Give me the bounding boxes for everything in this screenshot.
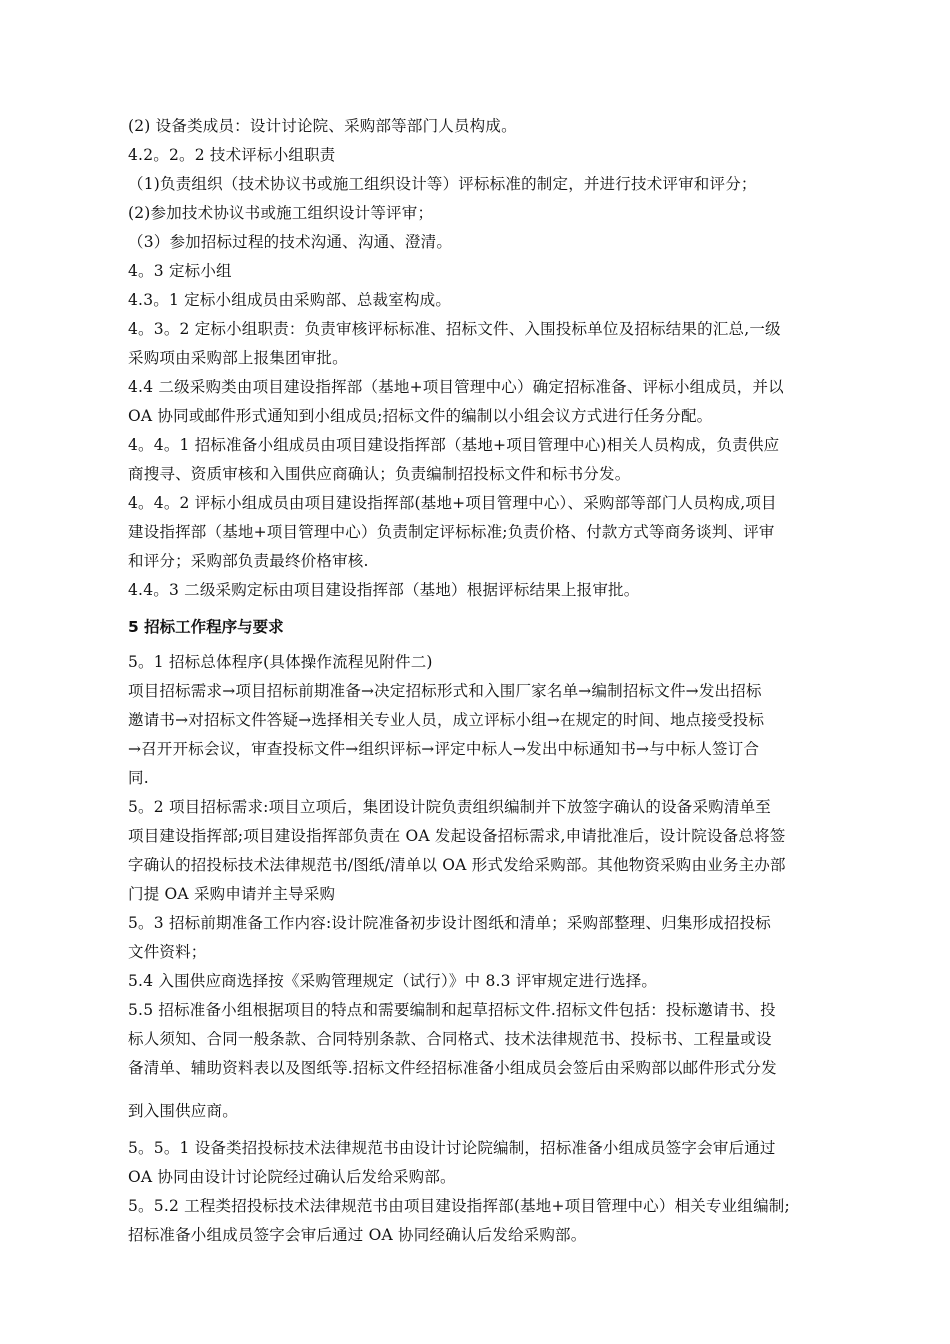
text-line: 4.4。3 二级采购定标由项目建设指挥部（基地）根据评标结果上报审批。 — [128, 581, 640, 599]
text-line: 字确认的招投标技术法律规范书/图纸/清单以 OA 形式发给采购部。其他物资采购由业务主办部 — [128, 856, 786, 874]
text-line: (2)参加技术协议书或施工组织设计等评审； — [128, 204, 434, 222]
text-line: 项目招标需求→项目招标前期准备→决定招标形式和入围厂家名单→编制招标文件→发出招标 — [128, 682, 762, 700]
section-heading: 5 招标工作程序与要求 — [128, 618, 284, 636]
text-line: 采购项由采购部上报集团审批。 — [128, 349, 348, 367]
text-line: (2) 设备类成员：设计讨论院、采购部等部门人员构成。 — [128, 117, 517, 135]
text-line: 备清单、辅助资料表以及图纸等.招标文件经招标准备小组成员会签后由采购部以邮件形式分发 — [128, 1059, 777, 1077]
text-line: 4。4。2 评标小组成员由项目建设指挥部(基地+项目管理中心）、采购部等部门人员构成,项目 — [128, 494, 777, 512]
text-line: 标人须知、合同一般条款、合同特别条款、合同格式、技术法律规范书、投标书、工程量或设 — [128, 1030, 772, 1048]
text-line: 商搜寻、资质审核和入围供应商确认；负责编制招投标文件和标书分发。 — [128, 465, 631, 483]
text-line: 门提 OA 采购申请并主导采购 — [128, 885, 336, 903]
text-line: 5。3 招标前期准备工作内容:设计院准备初步设计图纸和清单；采购部整理、归集形成招投标 — [128, 914, 771, 932]
text-line: 4。4。1 招标准备小组成员由项目建设指挥部（基地+项目管理中心)相关人员构成，负责供应 — [128, 436, 780, 454]
text-line: 4。3。2 定标小组职责：负责审核评标标准、招标文件、入围投标单位及招标结果的汇总,一级 — [128, 320, 781, 338]
text-line: 文件资料； — [128, 943, 207, 961]
text-line: 4.3。1 定标小组成员由采购部、总裁室构成。 — [128, 291, 452, 309]
text-line: 4。3 定标小组 — [128, 262, 232, 280]
text-line: 5。1 招标总体程序(具体操作流程见附件二) — [128, 653, 433, 671]
text-line: 5。5.2 工程类招投标技术法律规范书由项目建设指挥部(基地+项目管理中心）相关专业组编制; — [128, 1197, 790, 1215]
text-line: 招标准备小组成员签字会审后通过 OA 协同经确认后发给采购部。 — [128, 1226, 587, 1244]
text-line: OA 协同或邮件形式通知到小组成员;招标文件的编制以小组会议方式进行任务分配。 — [128, 407, 713, 425]
text-line: 4.4 二级采购类由项目建设指挥部（基地+项目管理中心）确定招标准备、评标小组成员，并以 — [128, 378, 784, 396]
text-line: 邀请书→对招标文件答疑→选择相关专业人员，成立评标小组→在规定的时间、地点接受投标 — [128, 711, 765, 729]
text-line: （1)负责组织（技术协议书或施工组织设计等）评标标准的制定，并进行技术评审和评分； — [128, 175, 757, 193]
text-line: 同. — [128, 769, 149, 787]
text-line: 建设指挥部（基地+项目管理中心）负责制定评标标准;负责价格、付款方式等商务谈判、评审 — [128, 523, 775, 541]
text-line: 项目建设指挥部;项目建设指挥部负责在 OA 发起设备招标需求,申请批准后，设计院设备总将签 — [128, 827, 786, 845]
text-line: 和评分；采购部负责最终价格审核. — [128, 552, 369, 570]
text-line: OA 协同由设计讨论院经过确认后发给采购部。 — [128, 1168, 456, 1186]
text-line: →召开开标会议，审查投标文件→组织评标→评定中标人→发出中标通知书→与中标人签订合 — [128, 740, 760, 758]
text-line: 5.4 入围供应商选择按《采购管理规定（试行）》中 8.3 评审规定进行选择。 — [128, 972, 658, 990]
text-line: 4.2。2。2 技术评标小组职责 — [128, 146, 336, 164]
text-line: 到入围供应商。 — [128, 1102, 238, 1120]
document-page — [128, 112, 828, 1250]
text-line: 5.5 招标准备小组根据项目的特点和需要编制和起草招标文件.招标文件包括：投标邀请书、投 — [128, 1001, 776, 1019]
text-line: 5。5。1 设备类招投标技术法律规范书由设计讨论院编制，招标准备小组成员签字会审后通过 — [128, 1139, 776, 1157]
text-line: （3）参加招标过程的技术沟通、沟通、澄清。 — [128, 233, 453, 251]
text-line: 5。2 项目招标需求:项目立项后，集团设计院负责组织编制并下放签字确认的设备采购清单至 — [128, 798, 771, 816]
